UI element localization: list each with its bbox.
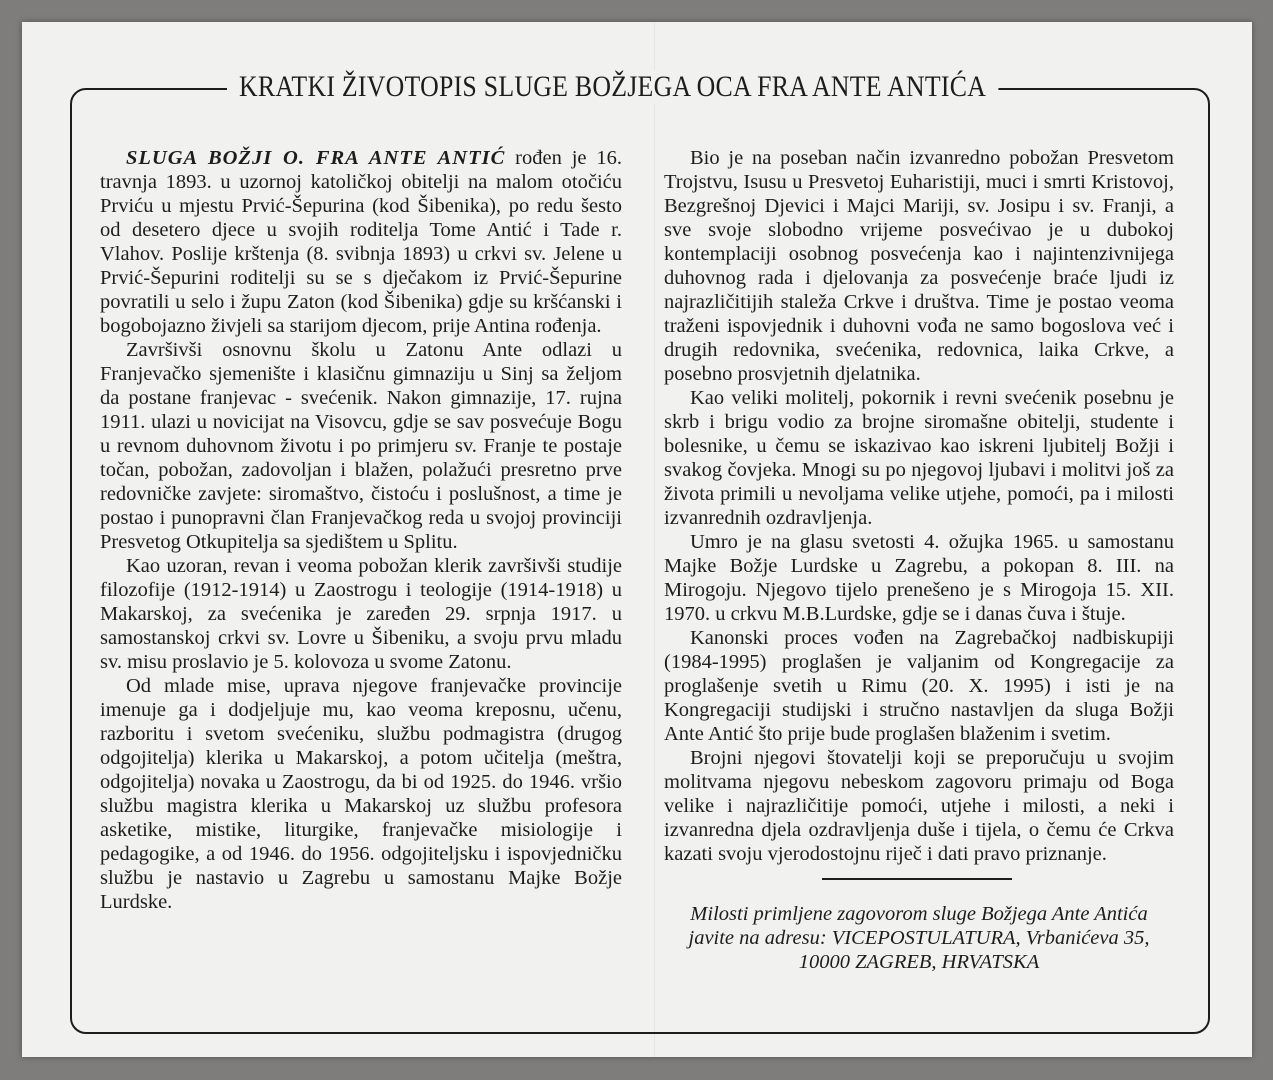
paragraph-1-text: rođen je 16. travnja 1893. u uzornoj katoličkoj obitelji na malom otočiću Prviću u mjestu Prvić-Šepurina (kod Šibenika), po redu šesto od desetero djece u svojih roditelja Tome Antić i Tade r. Vlahov. Poslije krštenja (8. svibnja 1893) u crkvi sv. Jelene u Prvić-Šepurini roditelji su se s dječakom iz Prvić-Šepurine povratili u selo i župu Zaton (kod Šibenika) gdje su kršćanski i bogobojazno živjeli sa starijom djecom, prije Antina rođenja. <box>100 147 622 337</box>
lead-name: SLUGA BOŽJI O. FRA ANTE ANTIĆ <box>126 147 506 169</box>
contact-note-line-2: javite na adresu: VICEPOSTULATURA, Vrbanićeva 35, <box>688 927 1150 949</box>
separator-rule <box>822 878 1012 880</box>
paragraph-7: Umro je na glasu svetosti 4. ožujka 1965. u samostanu Majke Božje Lurdske u Zagrebu, a pokopan 8. III. na Mirogoju. Njegovo tijelo prenešeno je s Mirogoja 15. XII. 1970. u crkvu M.B.Lurdske, gdje se i danas čuva i štuje. <box>664 531 1174 625</box>
paragraph-9: Brojni njegovi štovatelji koji se preporučuju u svojim molitvama njegovu nebeskom zagovoru primaju od Boga velike i najrazličitije pomoći, utjehe i milosti, a neki i izvanredna djela ozdravljenja duše i tijela, o čemu će Crkva kazati svoju vjerodostojnu riječ i dati pravo priznanje. <box>664 747 1174 865</box>
page-title: KRATKI ŽIVOTOPIS SLUGE BOŽJEGA OCA FRA ANTE ANTIĆA <box>227 70 998 104</box>
right-column <box>664 146 1174 866</box>
paragraph-8: Kanonski proces vođen na Zagrebačkoj nadbiskupiji (1984-1995) proglašen je valjanim od Kongregacije za proglašenje svetih u Rimu (20. X. 1995) i isti je na Kongregaciji studijski i stručno nastavljen da sluga Božji Ante Antić što prije bude proglašen blaženim i svetim. <box>664 627 1174 745</box>
paragraph-3: Kao uzoran, revan i veoma pobožan klerik završivši studije filozofije (1912-1914) u Zaostrogu i teologije (1914-1918) u Makarskoj, za svećenika je zaređen 29. srpnja 1917. u samostanskoj crkvi sv. Lovre u Šibeniku, a svoju prvu mladu sv. misu proslavio je 5. kolovoza u svome Zatonu. <box>100 555 622 673</box>
contact-note <box>664 902 1174 974</box>
paragraph-6: Kao veliki molitelj, pokornik i revni svećenik posebnu je skrb i brigu vodio za brojne siromašne obitelji, studente i bolesnike, u čemu se iskazivao kao iskreni ljubitelj Božji i svakog čovjeka. Mnogi su po njegovoj ljubavi i molitvi još za života primili u nevoljama velike utjehe, pomoći, pa i milosti izvanrednih ozdravljenja. <box>664 387 1174 529</box>
paragraph-1 <box>100 146 622 338</box>
left-column <box>100 146 622 914</box>
paragraph-5: Bio je na poseban način izvanredno pobožan Presvetom Trojstvu, Isusu u Presvetoj Euharistiji, muci i smrti Kristovoj, Bezgrešnoj Djevici i Majci Mariji, sv. Josipu i sv. Franji, a sve svoje slobodno vrijeme posvećivao je u dubokoj kontemplaciji osobnog posvećenja kao i najintenzivnijega duhovnog rada i djelovanja za posvećenje braće ljudi iz najrazličitijih staleža Crkve i društva. Time je postao veoma traženi ispovjednik i duhovni vođa ne samo bogoslova već i drugih redovnika, svećenika, redovnica, laika Crkve, a posebno prosvjetnih djelatnika. <box>664 147 1174 385</box>
document-card <box>22 22 1252 1057</box>
contact-note-line-3: 10000 ZAGREB, HRVATSKA <box>798 951 1040 973</box>
paragraph-2: Završivši osnovnu školu u Zatonu Ante odlazi u Franjevačko sjemenište i klasičnu gimnaziju u Sinj sa željom da postane franjevac - svećenik. Nakon gimnazije, 17. rujna 1911. ulazi u novicijat na Visovcu, gdje se sav posvećuje Bogu u revnom duhovnom životu i po primjeru sv. Franje te postaje točan, pobožan, zadovoljan i blažen, polažući presretno prve redovničke zavjete: siromaštvo, čistoću i poslušnost, a time je postao i punopravni član Franjevačkog reda u svojoj provinciji Presvetog Otkupitelja sa sjedištem u Splitu. <box>100 339 622 553</box>
contact-note-line-1: Milosti primljene zagovorom sluge Božjega Ante Antića <box>690 903 1148 925</box>
paragraph-4: Od mlade mise, uprava njegove franjevačke provincije imenuje ga i dodjeljuje mu, kao veoma kreposnu, učenu, razboritu i svetom svećeniku, službu podmagistra (drugog odgojitelja) klerika u Makarskoj, a potom učitelja (meštra, odgojitelja) novaka u Zaostrogu, da bi od 1925. do 1946. vršio službu magistra klerika u Makarskoj uz službu profesora asketike, mistike, liturgike, franjevačke misiologije i pedagogike, a od 1946. do 1956. odgojiteljsku i ispovjedničku službu je nastavio u Zagrebu u samostanu Majke Božje Lurdske. <box>100 675 622 913</box>
